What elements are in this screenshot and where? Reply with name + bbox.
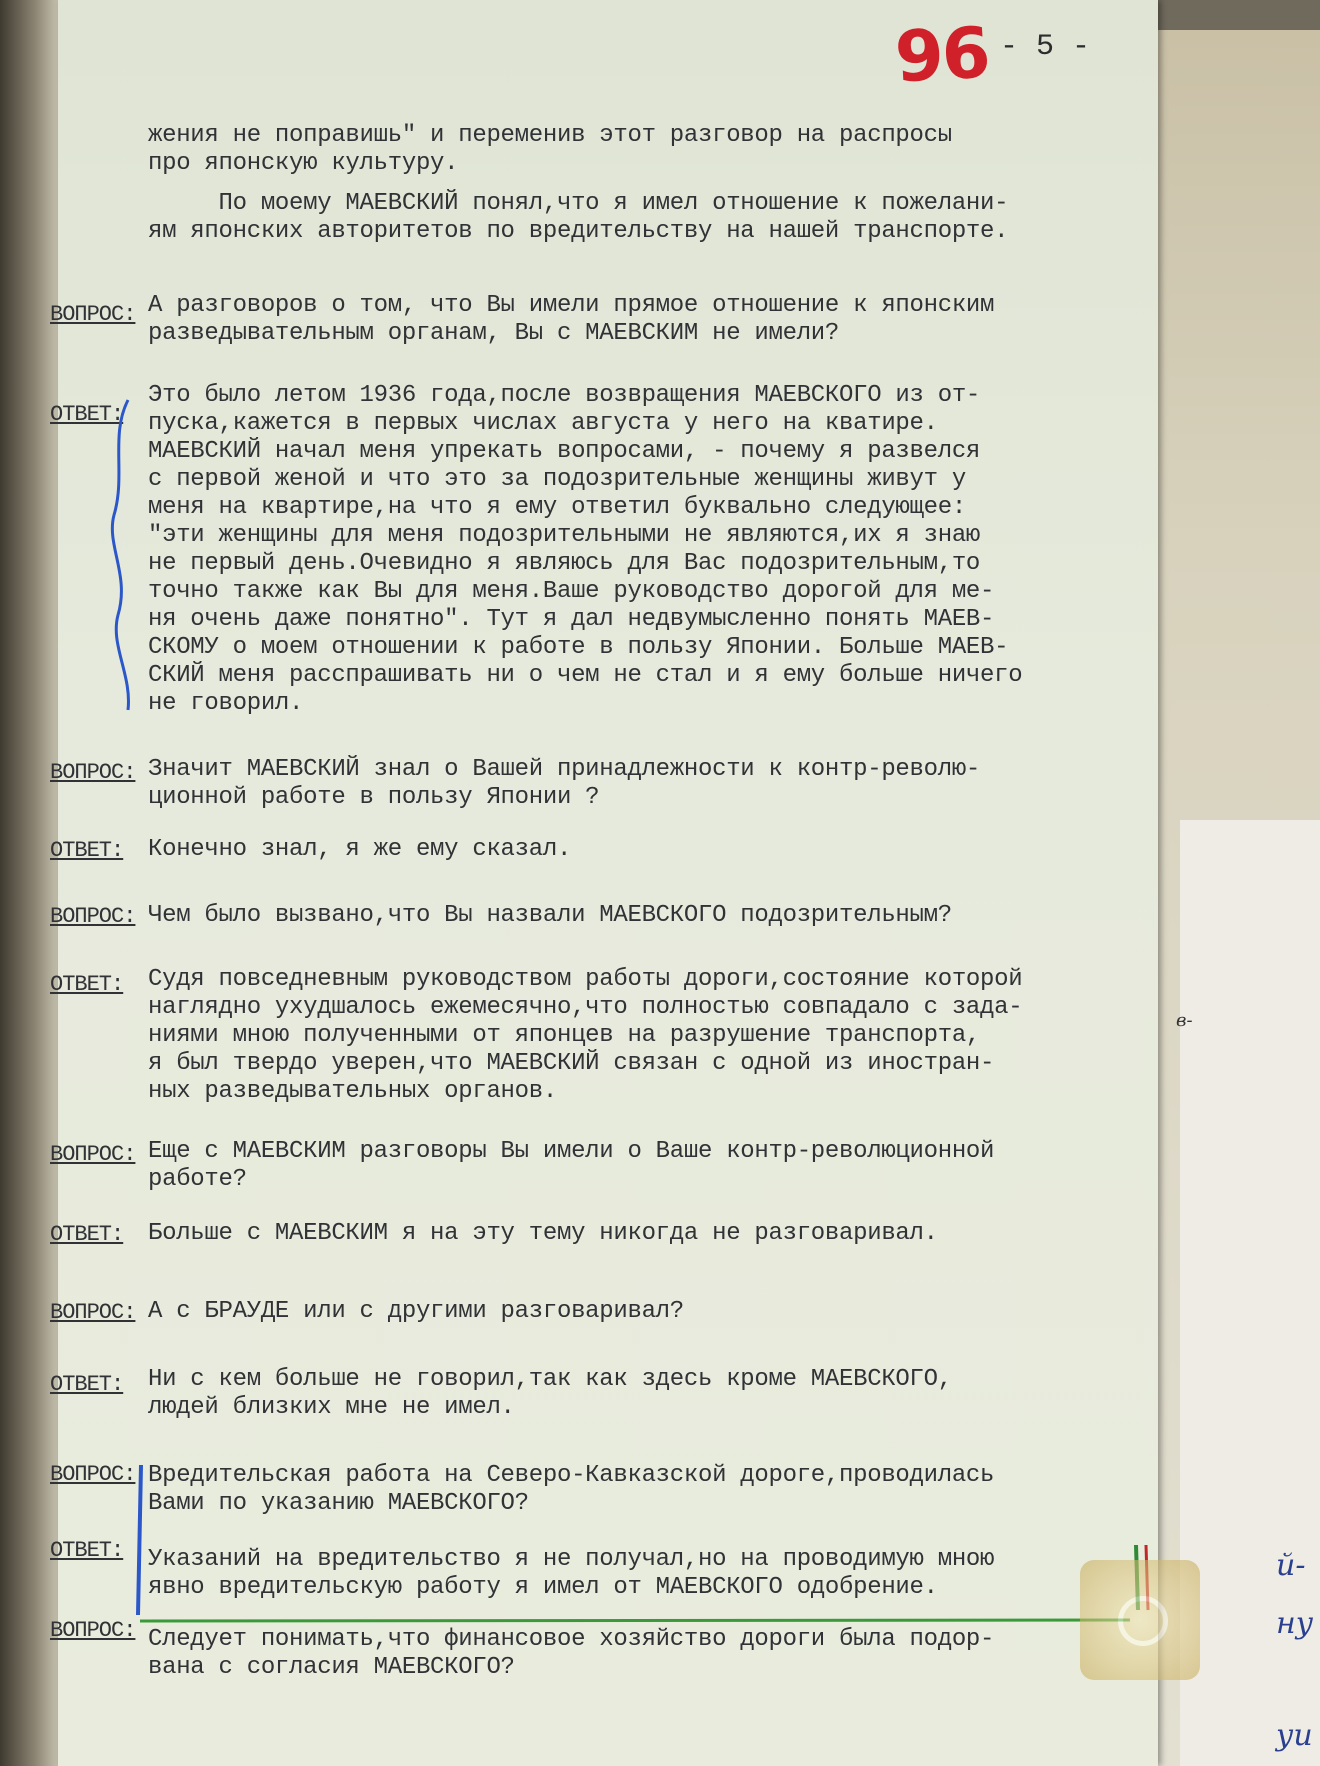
entry-line: Вредительская работа на Северо-Кавказской дороге,проводилась <box>148 1462 995 1489</box>
entry-line: Вами по указанию МАЕВСКОГО? <box>148 1490 529 1517</box>
intro-line: ям японских авторитетов по вредительству на нашей транспорте. <box>148 218 1009 245</box>
answer-label: ОТВЕТ: <box>50 1372 124 1397</box>
entry-line: Это было летом 1936 года,после возвращения МАЕВСКОГО из от- <box>148 382 981 409</box>
question-label: ВОПРОС: <box>50 1462 136 1487</box>
entry-line: Чем было вызвано,что Вы назвали МАЕВСКОГО подозрительным? <box>148 902 952 929</box>
entry-line: Судя повседневным руководством работы дороги,состояние которой <box>148 966 1023 993</box>
margin-note: й- <box>1276 1548 1306 1583</box>
entry-line: ционной работе в пользу Японии ? <box>148 784 600 811</box>
entry-line: вана с согласия МАЕВСКОГО? <box>148 1654 515 1681</box>
entry-line: МАЕВСКИЙ начал меня упрекать вопросами, - почему я развелся <box>148 438 981 465</box>
entry-line: работе? <box>148 1166 247 1193</box>
answer-label: ОТВЕТ: <box>50 1222 124 1247</box>
entry-line: Ни с кем больше не говорил,так как здесь кроме МАЕВСКОГО, <box>148 1366 952 1393</box>
entry-line: Указаний на вредительство я не получал,но на проводимую мною <box>148 1546 995 1573</box>
entry-line: "эти женщины для меня подозрительными не являются,их я знаю <box>148 522 981 549</box>
entry-line: явно вредительскую работу я имел от МАЕВСКОГО одобрение. <box>148 1574 938 1601</box>
entry-line: СКИЙ меня расспрашивать ни о чем не стал и я ему больше ничего <box>148 662 1023 689</box>
entry-line: разведывательным органам, Вы с МАЕВСКИМ не имели? <box>148 320 840 347</box>
entry-line: я был твердо уверен,что МАЕВСКИЙ связан с одной из иностран- <box>148 1050 995 1077</box>
intro-line: про японскую культуру. <box>148 150 459 177</box>
margin-note: в- <box>1176 1010 1193 1031</box>
watermark-logo <box>1080 1560 1200 1680</box>
question-label: ВОПРОС: <box>50 760 136 785</box>
entry-line: наглядно ухудшалось ежемесячно,что полностью совпадало с зада- <box>148 994 1023 1021</box>
entry-line: А с БРАУДЕ или с другими разговаривал? <box>148 1298 684 1325</box>
entry-line: не говорил. <box>148 690 304 717</box>
question-label: ВОПРОС: <box>50 1142 136 1167</box>
entry-line: Больше с МАЕВСКИМ я на эту тему никогда не разговаривал. <box>148 1220 938 1247</box>
watermark-ring <box>1118 1596 1168 1646</box>
entry-line: людей близких мне не имел. <box>148 1394 515 1421</box>
margin-note: ну <box>1276 1606 1314 1641</box>
green-underline <box>140 1616 1140 1626</box>
entry-line: СКОМУ о моем отношении к работе в пользу Японии. Больше МАЕВ- <box>148 634 1009 661</box>
entry-line: с первой женой и что это за подозрительные женщины живут у <box>148 466 966 493</box>
entry-line: Следует понимать,что финансовое хозяйство дороги была подор- <box>148 1626 995 1653</box>
answer-label: ОТВЕТ: <box>50 838 124 863</box>
entry-line: пуска,кажется в первых числах августа у него на кватире. <box>148 410 938 437</box>
entry-line: точно также как Вы для меня.Ваше руководство дорогой для ме- <box>148 578 995 605</box>
intro-line: жения не поправишь" и переменив этот разговор на распросы <box>148 122 952 149</box>
question-label: ВОПРОС: <box>50 302 136 327</box>
folder-binding <box>0 0 62 1766</box>
margin-note: уи <box>1276 1718 1313 1753</box>
entry-line: ных разведывательных органов. <box>148 1078 557 1105</box>
question-label: ВОПРОС: <box>50 1300 136 1325</box>
entry-line: ня очень даже понятно". Тут я дал недвумысленно понять МАЕВ- <box>148 606 995 633</box>
entry-line: не первый день.Очевидно я являюсь для Вас подозрительным,то <box>148 550 981 577</box>
answer-label: ОТВЕТ: <box>50 972 124 997</box>
entry-line: Еще с МАЕВСКИМ разговоры Вы имели о Ваше контр-революционной <box>148 1138 995 1165</box>
entry-line: Конечно знал, я же ему сказал. <box>148 836 572 863</box>
question-label: ВОПРОС: <box>50 904 136 929</box>
answer-label: ОТВЕТ: <box>50 402 124 427</box>
archive-folio-number: 96 <box>892 11 991 99</box>
entry-line: Значит МАЕВСКИЙ знал о Вашей принадлежности к контр-револю- <box>148 756 981 783</box>
entry-line: меня на квартире,на что я ему ответил буквально следующее: <box>148 494 966 521</box>
blue-pen-bracket <box>98 395 158 715</box>
entry-line: А разговоров о том, что Вы имели прямое отношение к японским <box>148 292 995 319</box>
blue-pen-bracket-lower <box>126 1460 156 1620</box>
page-number: - 5 - <box>1000 30 1091 64</box>
answer-label: ОТВЕТ: <box>50 1538 124 1563</box>
entry-line: ниями мною полученными от японцев на разрушение транспорта, <box>148 1022 981 1049</box>
question-label: ВОПРОС: <box>50 1618 136 1643</box>
intro-line: По моему МАЕВСКИЙ понял,что я имел отношение к пожелани- <box>148 190 1009 217</box>
